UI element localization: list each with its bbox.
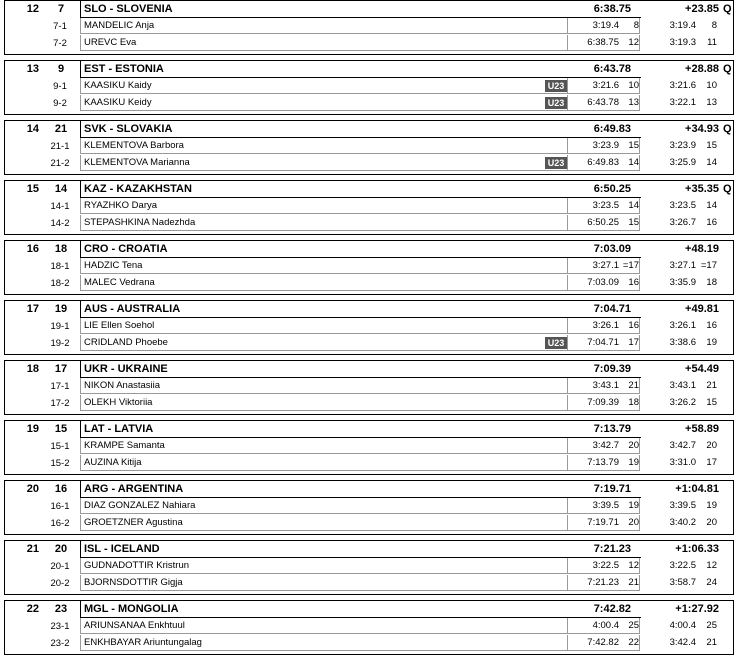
leg-rank: 13	[706, 97, 717, 108]
athlete-row	[5, 618, 733, 635]
athlete-bib: 20-2	[50, 578, 70, 589]
leg-time: 3:25.9	[669, 157, 696, 168]
athlete-bib: 7-1	[53, 21, 67, 32]
cumulative-rank: 21	[628, 380, 639, 391]
leg-time: 3:26.2	[669, 397, 696, 408]
team-name-box	[80, 421, 641, 438]
cumulative-rank: 19	[628, 457, 639, 468]
cumulative-time: 3:23.5	[592, 200, 619, 211]
team-block	[4, 540, 734, 595]
athlete-name: OLEKH Viktoriia	[80, 395, 568, 411]
leg-time: 3:40.2	[669, 517, 696, 528]
leg-rank: 12	[706, 560, 717, 571]
athlete-row	[5, 258, 733, 275]
cumulative-time: 6:50.25	[587, 217, 619, 228]
team-rank: 17	[26, 303, 39, 315]
team-bib: 18	[54, 243, 68, 255]
athlete-bib: 23-2	[50, 638, 70, 649]
athlete-name: LIE Ellen Soehol	[80, 318, 568, 334]
team-time: 7:09.39	[593, 363, 631, 375]
cumulative-rank: 13	[628, 97, 639, 108]
team-name: LAT - LATVIA	[84, 423, 154, 435]
athlete-bib: 20-1	[50, 561, 70, 572]
team-name: MGL - MONGOLIA	[84, 603, 179, 615]
athlete-row	[5, 215, 733, 232]
team-bib: 15	[54, 423, 68, 435]
athlete-bib: 21-2	[50, 158, 70, 169]
team-block	[4, 120, 734, 175]
team-row	[5, 301, 733, 318]
team-name-box	[80, 121, 641, 138]
cumulative-time: 3:19.4	[592, 20, 619, 31]
athlete-name: KLEMENTOVA Marianna	[80, 155, 568, 171]
team-bib: 7	[57, 3, 65, 15]
cumulative-rank: 12	[628, 560, 639, 571]
athlete-row	[5, 438, 733, 455]
team-name: ARG - ARGENTINA	[84, 483, 184, 495]
team-row	[5, 121, 733, 138]
leg-rank: 16	[706, 320, 717, 331]
cumulative-rank: 16	[628, 320, 639, 331]
team-row	[5, 61, 733, 78]
cumulative-time: 7:21.23	[587, 577, 619, 588]
athlete-bib: 19-1	[50, 321, 70, 332]
qualified-mark: Q	[723, 183, 732, 195]
team-behind: +35.35	[685, 183, 719, 195]
team-name-box	[80, 301, 641, 318]
cumulative-time: 7:03.09	[587, 277, 619, 288]
athlete-row	[5, 18, 733, 35]
team-block	[4, 0, 734, 55]
cumulative-rank: 12	[628, 37, 639, 48]
team-block	[4, 60, 734, 115]
leg-rank: 8	[711, 20, 717, 31]
leg-time: 3:35.9	[669, 277, 696, 288]
cumulative-rank: 15	[628, 140, 639, 151]
leg-rank: 17	[706, 457, 717, 468]
team-name: UKR - UKRAINE	[84, 363, 168, 375]
athlete-bib: 23-1	[50, 621, 70, 632]
leg-time: 3:42.4	[669, 637, 696, 648]
athlete-row	[5, 515, 733, 532]
team-bib: 23	[54, 603, 68, 615]
team-block	[4, 300, 734, 355]
cumulative-time: 3:21.6	[592, 80, 619, 91]
leg-time: 3:26.1	[669, 320, 696, 331]
qualified-mark: Q	[723, 123, 732, 135]
team-rank: 13	[26, 63, 39, 75]
leg-time: 3:23.5	[669, 200, 696, 211]
athlete-name: AUZINA Kitija	[80, 455, 568, 471]
team-rank: 18	[26, 363, 39, 375]
team-bib: 17	[54, 363, 68, 375]
athlete-name: HADZIC Tena	[80, 258, 568, 274]
athlete-name: ARIUNSANAA Enkhtuul	[80, 618, 568, 634]
team-name: KAZ - KAZAKHSTAN	[84, 183, 192, 195]
team-bib: 16	[54, 483, 68, 495]
team-behind: +58.89	[685, 423, 719, 435]
leg-rank: 20	[706, 517, 717, 528]
team-rank: 22	[26, 603, 39, 615]
athlete-name: ENKHBAYAR Ariuntungalag	[80, 635, 568, 651]
team-time: 6:50.25	[593, 183, 631, 195]
athlete-name: GUDNADOTTIR Kristrun	[80, 558, 568, 574]
team-row	[5, 1, 733, 18]
team-bib: 9	[57, 63, 65, 75]
athlete-bib: 21-1	[50, 141, 70, 152]
team-row	[5, 241, 733, 258]
team-rank: 19	[26, 423, 39, 435]
team-row	[5, 361, 733, 378]
team-row	[5, 601, 733, 618]
athlete-row	[5, 498, 733, 515]
athlete-name: KRAMPE Samanta	[80, 438, 568, 454]
leg-time: 3:19.3	[669, 37, 696, 48]
athlete-name: DIAZ GONZALEZ Nahiara	[80, 498, 568, 514]
team-behind: +48.19	[685, 243, 719, 255]
team-time: 7:21.23	[593, 543, 631, 555]
team-block	[4, 480, 734, 535]
team-rank: 20	[26, 483, 39, 495]
cumulative-time: 3:23.9	[592, 140, 619, 151]
team-bib: 21	[54, 123, 68, 135]
athlete-name: NIKON Anastasiia	[80, 378, 568, 394]
team-row	[5, 181, 733, 198]
athlete-name: BJORNSDOTTIR Gigja	[80, 575, 568, 591]
athlete-name: CRIDLAND Phoebe	[80, 335, 568, 351]
cumulative-rank: 10	[628, 80, 639, 91]
team-block	[4, 600, 734, 655]
leg-time: 3:42.7	[669, 440, 696, 451]
athlete-bib: 15-2	[50, 458, 70, 469]
leg-rank: 18	[706, 277, 717, 288]
leg-rank: 15	[706, 397, 717, 408]
leg-rank: 14	[706, 157, 717, 168]
team-name: SLO - SLOVENIA	[84, 3, 173, 15]
athlete-bib: 19-2	[50, 338, 70, 349]
athlete-row	[5, 95, 733, 112]
leg-rank: 20	[706, 440, 717, 451]
team-time: 7:19.71	[593, 483, 631, 495]
u23-badge: U23	[545, 157, 567, 169]
athlete-row	[5, 395, 733, 412]
leg-rank: 11	[707, 37, 717, 48]
team-name: SVK - SLOVAKIA	[84, 123, 173, 135]
leg-rank: 21	[706, 380, 717, 391]
team-row	[5, 541, 733, 558]
leg-rank: 19	[706, 337, 717, 348]
leg-time: 3:22.1	[669, 97, 696, 108]
team-rank: 15	[26, 183, 39, 195]
u23-badge: U23	[545, 337, 567, 349]
cumulative-time: 4:00.4	[592, 620, 619, 631]
team-rank: 16	[26, 243, 39, 255]
athlete-row	[5, 35, 733, 52]
cumulative-rank: 8	[633, 20, 639, 31]
team-time: 7:13.79	[593, 423, 631, 435]
cumulative-time: 7:42.82	[587, 637, 619, 648]
cumulative-time: 3:43.1	[592, 380, 619, 391]
athlete-bib: 14-2	[50, 218, 70, 229]
athlete-bib: 16-2	[50, 518, 70, 529]
team-rank: 21	[26, 543, 39, 555]
cumulative-rank: 19	[628, 500, 639, 511]
leg-time: 3:39.5	[669, 500, 696, 511]
athlete-name: KLEMENTOVA Barbora	[80, 138, 568, 154]
cumulative-rank: 16	[628, 277, 639, 288]
athlete-row	[5, 635, 733, 652]
athlete-row	[5, 455, 733, 472]
leg-time: 3:26.7	[669, 217, 696, 228]
team-behind: +34.93	[685, 123, 719, 135]
cumulative-time: 6:38.75	[587, 37, 619, 48]
leg-time: 3:31.0	[669, 457, 696, 468]
cumulative-rank: 25	[628, 620, 639, 631]
athlete-bib: 17-2	[50, 398, 70, 409]
athlete-bib: 15-1	[50, 441, 70, 452]
cumulative-time: 3:42.7	[592, 440, 619, 451]
team-row	[5, 481, 733, 498]
leg-rank: 14	[706, 200, 717, 211]
team-behind: +49.81	[685, 303, 719, 315]
team-behind: +54.49	[685, 363, 719, 375]
cumulative-rank: 17	[628, 337, 639, 348]
qualified-mark: Q	[723, 63, 732, 75]
team-name-box	[80, 1, 641, 18]
athlete-row	[5, 155, 733, 172]
leg-time: 3:43.1	[669, 380, 696, 391]
leg-rank: 16	[706, 217, 717, 228]
leg-time: 3:58.7	[669, 577, 696, 588]
team-time: 6:43.78	[593, 63, 631, 75]
cumulative-time: 3:39.5	[592, 500, 619, 511]
leg-rank: 24	[706, 577, 717, 588]
cumulative-rank: 20	[628, 440, 639, 451]
leg-time: 3:21.6	[669, 80, 696, 91]
athlete-bib: 14-1	[50, 201, 70, 212]
cumulative-time: 3:27.1	[592, 260, 619, 271]
team-behind: +1:27.92	[675, 603, 719, 615]
leg-time: 3:38.6	[669, 337, 696, 348]
team-block	[4, 360, 734, 415]
athlete-name: UREVC Eva	[80, 35, 568, 51]
athlete-bib: 18-2	[50, 278, 70, 289]
u23-badge: U23	[545, 80, 567, 92]
team-behind: +28.88	[685, 63, 719, 75]
cumulative-rank: 21	[628, 577, 639, 588]
leg-time: 3:19.4	[669, 20, 696, 31]
athlete-bib: 9-2	[53, 98, 67, 109]
leg-rank: 21	[706, 637, 717, 648]
team-name: EST - ESTONIA	[84, 63, 164, 75]
qualified-mark: Q	[723, 3, 732, 15]
u23-badge: U23	[545, 97, 567, 109]
leg-rank: 10	[706, 80, 717, 91]
leg-rank: 19	[706, 500, 717, 511]
athlete-name: KAASIKU Kaidy	[80, 78, 568, 94]
team-rank: 12	[26, 3, 39, 15]
athlete-bib: 18-1	[50, 261, 70, 272]
athlete-row	[5, 198, 733, 215]
cumulative-rank: 14	[628, 200, 639, 211]
cumulative-time: 7:09.39	[587, 397, 619, 408]
team-name-box	[80, 601, 641, 618]
cumulative-time: 3:26.1	[592, 320, 619, 331]
athlete-name: GROETZNER Agustina	[80, 515, 568, 531]
cumulative-time: 6:49.83	[587, 157, 619, 168]
team-name-box	[80, 61, 641, 78]
leg-time: 3:27.1	[669, 260, 696, 271]
team-row	[5, 421, 733, 438]
team-block	[4, 180, 734, 235]
team-block	[4, 240, 734, 295]
team-name-box	[80, 481, 641, 498]
team-time: 7:42.82	[593, 603, 631, 615]
athlete-bib: 7-2	[53, 38, 67, 49]
team-name: ISL - ICELAND	[84, 543, 160, 555]
athlete-name: STEPASHKINA Nadezhda	[80, 215, 568, 231]
athlete-name: RYAZHKO Darya	[80, 198, 568, 214]
athlete-bib: 16-1	[50, 501, 70, 512]
athlete-row	[5, 335, 733, 352]
team-behind: +23.85	[685, 3, 719, 15]
team-time: 7:03.09	[593, 243, 631, 255]
cumulative-rank: 20	[628, 517, 639, 528]
athlete-row	[5, 275, 733, 292]
leg-rank: 15	[706, 140, 717, 151]
athlete-name: MANDELIC Anja	[80, 18, 568, 34]
cumulative-rank: =17	[622, 260, 639, 271]
athlete-bib: 17-1	[50, 381, 70, 392]
team-name: AUS - AUSTRALIA	[84, 303, 181, 315]
athlete-name: KAASIKU Keidy	[80, 95, 568, 111]
athlete-row	[5, 78, 733, 95]
team-name-box	[80, 181, 641, 198]
athlete-bib: 9-1	[53, 81, 67, 92]
cumulative-rank: 14	[628, 157, 639, 168]
cumulative-time: 7:04.71	[587, 337, 619, 348]
team-name-box	[80, 541, 641, 558]
team-behind: +1:04.81	[675, 483, 719, 495]
leg-rank: 25	[706, 620, 717, 631]
team-time: 6:49.83	[593, 123, 631, 135]
cumulative-time: 3:22.5	[592, 560, 619, 571]
team-name-box	[80, 241, 641, 258]
athlete-row	[5, 575, 733, 592]
athlete-row	[5, 378, 733, 395]
team-rank: 14	[26, 123, 39, 135]
athlete-row	[5, 318, 733, 335]
athlete-row	[5, 138, 733, 155]
leg-time: 3:23.9	[669, 140, 696, 151]
team-bib: 14	[54, 183, 68, 195]
team-name: CRO - CROATIA	[84, 243, 168, 255]
team-behind: +1:06.33	[675, 543, 719, 555]
cumulative-time: 7:13.79	[587, 457, 619, 468]
leg-rank: =17	[700, 260, 717, 271]
cumulative-rank: 15	[628, 217, 639, 228]
team-block	[4, 420, 734, 475]
cumulative-time: 6:43.78	[587, 97, 619, 108]
leg-time: 4:00.4	[669, 620, 696, 631]
cumulative-time: 7:19.71	[587, 517, 619, 528]
team-bib: 19	[54, 303, 68, 315]
cumulative-rank: 18	[628, 397, 639, 408]
team-time: 7:04.71	[593, 303, 631, 315]
team-bib: 20	[54, 543, 68, 555]
team-time: 6:38.75	[593, 3, 631, 15]
athlete-row	[5, 558, 733, 575]
team-name-box	[80, 361, 641, 378]
athlete-name: MALEC Vedrana	[80, 275, 568, 291]
leg-time: 3:22.5	[669, 560, 696, 571]
cumulative-rank: 22	[628, 637, 639, 648]
